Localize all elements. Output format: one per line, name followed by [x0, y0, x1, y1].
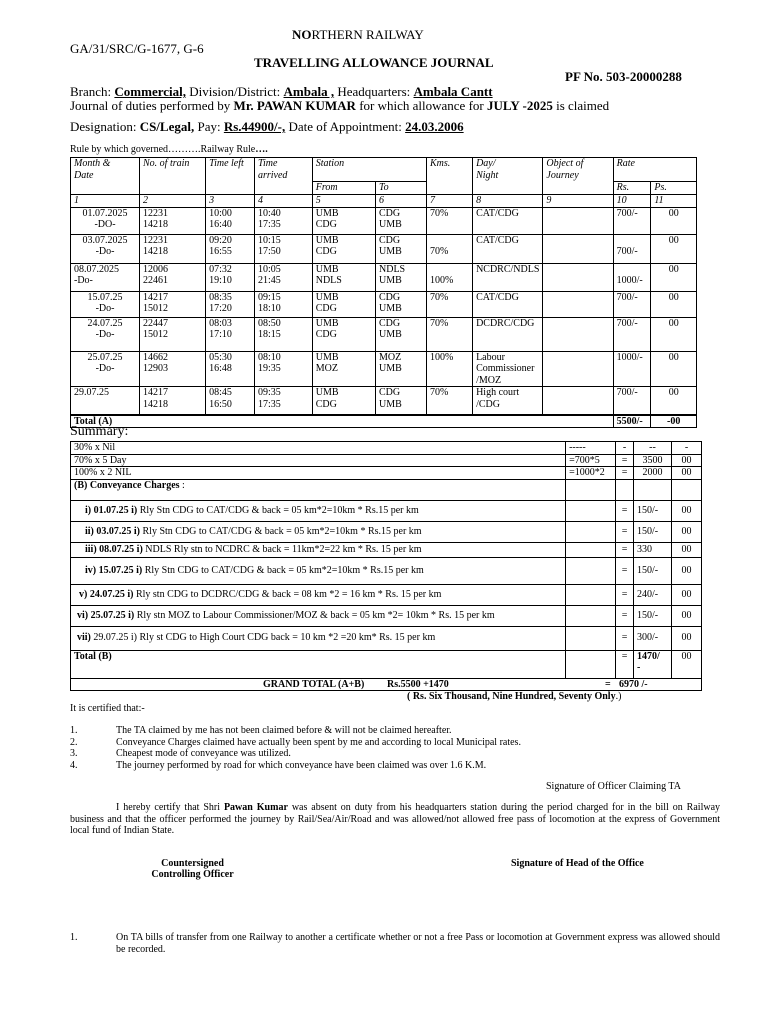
cell-rs: 700/- [613, 234, 651, 263]
cell-to: CDG UMB [376, 387, 427, 415]
cell-ps: 00 [651, 263, 697, 291]
claim-period: JULY -2025 [486, 98, 553, 113]
grand-total-value: 6970 /- [619, 678, 648, 690]
journey-row [71, 317, 697, 351]
cell-kms: 70% [426, 291, 472, 317]
cell-from: UMB CDG [312, 317, 375, 351]
journal-line: Journal of duties performed by Mr. PAWAN KUMAR for which allowance for JULY -2025 is claimed [70, 98, 610, 113]
note-text: On TA bills of transfer from one Railway to another a certificate whether or not a free Pass or locomotion at Government express was allowed should be recorded. [116, 932, 720, 955]
cell-train: 12231 14218 [140, 207, 206, 234]
journey-row [71, 291, 697, 317]
cell-kms: 100% [426, 263, 472, 291]
certification-item-number: 1. [70, 725, 78, 736]
cell-from: UMB NDLS [312, 263, 375, 291]
cell-from: UMB CDG [312, 387, 375, 415]
cell-left: 07:32 19:10 [206, 263, 255, 291]
cell-daynight: NCDRC/NDLS [473, 263, 543, 291]
conveyance-row: i) 01.07.25 i) Rly Stn CDG to CAT/CDG & back = 05 km*2=10km * Rs.15 per km = 150/- 00 [71, 500, 702, 521]
certification-intro: It is certified that:- [70, 703, 145, 714]
division-value: Ambala , [283, 84, 335, 99]
pay-value: Rs.44900/-, [223, 119, 286, 134]
cell-object [543, 317, 613, 351]
summary-row: 70% x 5 Day =700*5 = 3500 00 [71, 454, 702, 467]
cell-object [543, 291, 613, 317]
cell-ps: 00 [651, 317, 697, 351]
cell-date: 24.07.25 -Do- [71, 317, 140, 351]
cell-left: 10:00 16:40 [206, 207, 255, 234]
cell-to: CDG UMB [376, 317, 427, 351]
journey-table: Month & Date No. of train Time left Time arrived Station Kms. Day/ Night Object of Journey Rate From To Rs. Ps. 1 2 3 4 5 6 7 8 9 10 11 01.07.2025 -DO- 12231 14218 10:00 16:40 10:40 17:35 UMB CDG CDG UMB 70% CAT/CDG 700/- 00 03.07.2025 -Do- 12231 14218 09:20 16:55 10:15 17:50 UMB CDG CDG UMB 70% CAT/CDG 700/- 00 08.07.2025 -Do- 12006 22461 07:32 19:10 10:05 21:45 UMB NDLS NDLS UMB 100% NCDRC/NDLS 1000/- 00 15.07.25 -Do- 14217 15012 08:35 17:20 09:15 18:10 UMB CDG CDG UMB 70% CAT/CDG 700/- 00 24.07.25 -Do- 22447 15012 08:03 17:10 08:50 18:15 UMB CDG CDG UMB 70% DCDRC/CDG 700/- 00 25.07.25 -Do- 14662 12903 05:30 16:48 08:10 19:35 UMB MOZ MOZ UMB 100% Labour Commissioner /MOZ 1000/- 00 29.07.25 14217 14218 08:45 16:50 09:35 17:35 UMB CDG CDG UMB 70% High court /CDG 700/- 00 Total (A) 5500/- -00 [70, 157, 697, 428]
cell-kms: 70% [426, 234, 472, 263]
note-number: 1. [70, 932, 78, 943]
total-a-row: Total (A) 5500/- -00 [71, 415, 697, 428]
cell-to: CDG UMB [376, 234, 427, 263]
designation-line: Designation: CS/Legal, Pay: Rs.44900/-, Date of Appointment: 24.03.2006 [70, 119, 464, 134]
cell-arrived: 10:15 17:50 [254, 234, 312, 263]
railway-name: NORTHERN RAILWAY [292, 27, 424, 42]
cell-kms: 70% [426, 387, 472, 415]
cell-daynight: CAT/CDG [473, 234, 543, 263]
rule-line: Rule by which governed……….Railway Rule…. [70, 144, 268, 155]
pf-number: PF No. 503-20000288 [565, 69, 682, 84]
appointment-date: 24.03.2006 [405, 119, 464, 134]
certification-item-number: 4. [70, 759, 78, 771]
certification-item-number: 2. [70, 736, 78, 748]
cell-daynight: DCDRC/CDG [473, 317, 543, 351]
cell-rs: 700/- [613, 387, 651, 415]
cell-arrived: 10:05 21:45 [254, 263, 312, 291]
cell-kms: 100% [426, 351, 472, 387]
certification-item-text: The journey performed by road for which conveyance have been claimed was over 1.6 K.M. [116, 759, 487, 771]
cell-rs: 1000/- [613, 351, 651, 387]
cell-rs: 700/- [613, 317, 651, 351]
officer-signature-label: Signature of Officer Claiming TA [546, 781, 681, 792]
branch-line: Branch: Commercial, Division/District: Ambala , Headquarters: Ambala Cantt [70, 84, 493, 99]
cell-from: UMB MOZ [312, 351, 375, 387]
grand-total-row: GRAND TOTAL (A+B) Rs.5500 +1470 = 6970 /- [71, 678, 702, 690]
cell-from: UMB CDG [312, 234, 375, 263]
journey-row [71, 351, 697, 387]
conveyance-row: vii) 29.07.25 i) Rly st CDG to High Court CDG back = 10 km *2 =20 km* Rs. 15 per km = 300/- 00 [71, 626, 702, 650]
head-signature-label: Signature of Head of the Office [511, 858, 644, 869]
cell-kms: 70% [426, 317, 472, 351]
journey-row [71, 263, 697, 291]
countersigned-label: Countersigned Controlling Officer [151, 858, 234, 880]
cell-rs: 1000/- [613, 263, 651, 291]
cell-ps: 00 [651, 387, 697, 415]
summary-heading: Summary: [70, 424, 129, 439]
cell-daynight: CAT/CDG [473, 291, 543, 317]
summary-table [70, 441, 702, 691]
cell-left: 09:20 16:55 [206, 234, 255, 263]
cell-arrived: 09:35 17:35 [254, 387, 312, 415]
reference-number: GA/31/SRC/G-1677, G-6 [70, 41, 204, 56]
cell-date: 03.07.2025 -Do- [71, 234, 140, 263]
certification-item-text: Conveyance Charges claimed have actually been spent by me and according to local Municipal rates. [116, 736, 521, 748]
cell-ps: 00 [651, 351, 697, 387]
certificate-paragraph: I hereby certify that Shri Pawan Kumar was absent on duty from his headquarters station during the period charged for in the bill on Railway business and that the officer performed the journey by Rail/Sea/Air/Road and was allowed/not allowed free pass of locomotion at the express of Government local fund of Indian State. [70, 802, 721, 836]
certification-item-number: 3. [70, 748, 78, 759]
cell-from: UMB CDG [312, 291, 375, 317]
cell-date: 08.07.2025 -Do- [71, 263, 140, 291]
cell-ps: 00 [651, 207, 697, 234]
cell-to: MOZ UMB [376, 351, 427, 387]
cell-arrived: 09:15 18:10 [254, 291, 312, 317]
column-number-row: 1 2 3 4 5 6 7 8 9 10 11 [71, 194, 697, 207]
certification-item-text: Cheapest mode of conveyance was utilized. [116, 748, 291, 759]
cell-train: 22447 15012 [140, 317, 206, 351]
cell-rs: 700/- [613, 207, 651, 234]
conveyance-row: vi) 25.07.25 i) Rly stn MOZ to Labour Commissioner/MOZ & back = 05 km *2= 10km * Rs. 15 per km = 150/- 00 [71, 605, 702, 626]
certification-list [70, 725, 720, 775]
cell-kms: 70% [426, 207, 472, 234]
cell-left: 05:30 16:48 [206, 351, 255, 387]
cell-daynight: CAT/CDG [473, 207, 543, 234]
cell-daynight: High court /CDG [473, 387, 543, 415]
cell-from: UMB CDG [312, 207, 375, 234]
cell-arrived: 10:40 17:35 [254, 207, 312, 234]
conveyance-heading-row: (B) Conveyance Charges : [71, 479, 702, 500]
certification-item-text: The TA claimed by me has not been claimed before & will not be claimed hereafter. [116, 725, 452, 736]
cell-to: CDG UMB [376, 207, 427, 234]
cell-left: 08:35 17:20 [206, 291, 255, 317]
cell-to: NDLS UMB [376, 263, 427, 291]
conveyance-row: iv) 15.07.25 i) Rly Stn CDG to CAT/CDG & back = 05 km*2=10km * Rs.15 per km = 150/- 00 [71, 557, 702, 584]
cell-train: 14217 15012 [140, 291, 206, 317]
cell-arrived: 08:10 19:35 [254, 351, 312, 387]
cell-object [543, 207, 613, 234]
cell-ps: 00 [651, 234, 697, 263]
officer-name: Mr. PAWAN KUMAR [233, 98, 356, 113]
conveyance-row: v) 24.07.25 i) Rly stn CDG to DCDRC/CDG & back = 08 km *2 = 16 km * Rs. 15 per km = 240/- 00 [71, 584, 702, 605]
cell-date: 01.07.2025 -DO- [71, 207, 140, 234]
cell-left: 08:03 17:10 [206, 317, 255, 351]
amount-in-words: ( Rs. Six Thousand, Nine Hundred, Seventy Only.) [407, 691, 622, 702]
cell-arrived: 08:50 18:15 [254, 317, 312, 351]
journal-title: TRAVELLING ALLOWANCE JOURNAL [254, 55, 494, 70]
journey-row [71, 207, 697, 234]
cell-left: 08:45 16:50 [206, 387, 255, 415]
cell-ps: 00 [651, 291, 697, 317]
cell-daynight: Labour Commissioner /MOZ [473, 351, 543, 387]
cell-rs: 700/- [613, 291, 651, 317]
cell-object [543, 234, 613, 263]
cell-train: 12006 22461 [140, 263, 206, 291]
total-b-row: Total (B) = 1470/ - 00 [71, 650, 702, 678]
cell-to: CDG UMB [376, 291, 427, 317]
cell-date: 25.07.25 -Do- [71, 351, 140, 387]
cell-train: 12231 14218 [140, 234, 206, 263]
cell-date: 15.07.25 -Do- [71, 291, 140, 317]
cell-object [543, 351, 613, 387]
cell-train: 14662 12903 [140, 351, 206, 387]
header-row: Month & Date No. of train Time left Time arrived Station Kms. Day/ Night Object of Journey Rate [71, 158, 697, 182]
journey-row [71, 387, 697, 415]
journey-row [71, 234, 697, 263]
summary-row: 100% x 2 NIL =1000*2 = 2000 00 [71, 467, 702, 480]
summary-row: 30% x Nil ----- - -- - [71, 442, 702, 455]
cell-object [543, 387, 613, 415]
conveyance-row: iii) 08.07.25 i) NDLS Rly stn to NCDRC & back = 11km*2=22 km * Rs. 15 per km = 330 00 [71, 542, 702, 557]
cell-object [543, 263, 613, 291]
cell-date: 29.07.25 [71, 387, 140, 415]
headquarters-value: Ambala Cantt [413, 84, 493, 99]
cell-train: 14217 14218 [140, 387, 206, 415]
designation-value: CS/Legal, [139, 119, 195, 134]
branch-value: Commercial, [114, 84, 187, 99]
conveyance-row: ii) 03.07.25 i) Rly Stn CDG to CAT/CDG & back = 05 km*2=10km * Rs.15 per km = 150/- 00 [71, 521, 702, 542]
